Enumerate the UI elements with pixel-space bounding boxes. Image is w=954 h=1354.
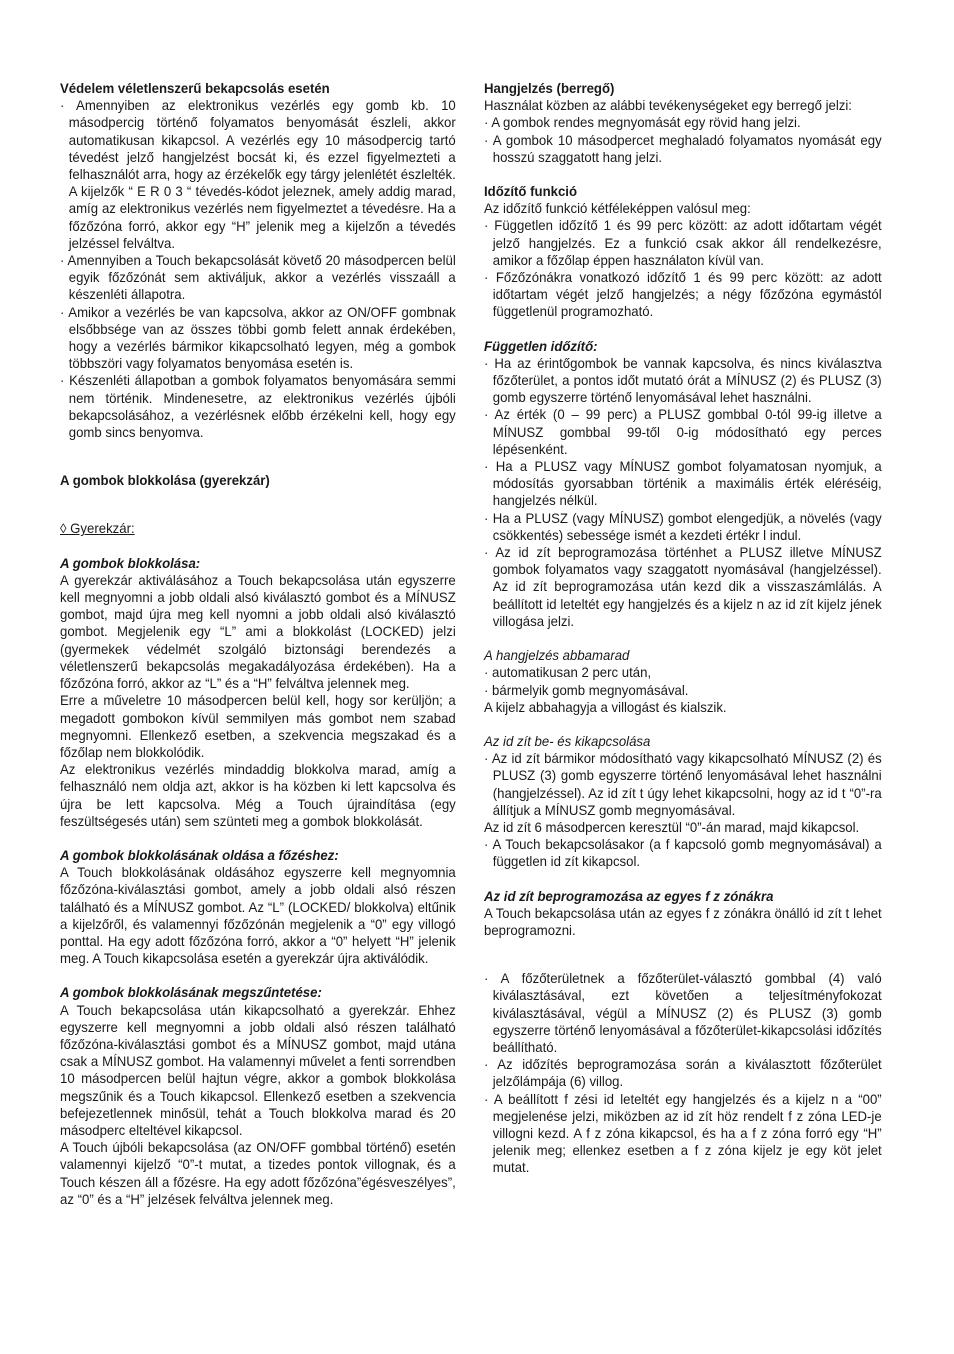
list-item: · Az érték (0 – 99 perc) a PLUSZ gombbal 0-tól 99-ig illetve a MÍNUSZ gombbal 99-től 0-ig módosítható egy perces lépésenként.: [484, 407, 882, 457]
list-item: · automatikusan 2 perc után,: [484, 665, 652, 681]
paragraph: Az időzítő funkció kétféleképpen valósul meg:: [484, 201, 751, 217]
list-item: · Az időzítés beprogramozása során a kiválasztott főzőterület jelzőlámpája (6) villog.: [484, 1057, 882, 1090]
list-item: · Az id zít beprogramozása történhet a PLUSZ illetve MÍNUSZ gombok folyamatos vagy szaggatott nyomásával (hangjelzéssel). Az id zít beprogramozása után kezd dik a visszaszámlálás. A beállított id leteltét egy hangjelzés és a kijelz n az id zít kijelz jének villogása jelzi.: [484, 545, 882, 629]
list-item: · A gombok 10 másodpercet meghaladó folyamatos nyomását egy hosszú szaggatott hang jelzi.: [484, 132, 882, 165]
list-item: · Ha az érintőgombok be vannak kapcsolva, és nincs kiválasztva főzőterület, a pontos időt mutató órát a MÍNUSZ (2) és PLUSZ (3) gomb egyszerre történő lenyomásával lehet használni.: [484, 355, 882, 406]
paragraph: Erre a műveletre 10 másodpercen belül kell, hogy sor kerüljön; a megadott gombokon kívül semmilyen más gombot nem szabad megnyomni. Ellenkező esetben, a szekvencia megszakad és a főzőlap nem blokkolódik.: [60, 693, 456, 760]
list-item: · Amennyiben a Touch bekapcsolását követő 20 másodpercen belül egyik főzőzónát sem aktiváljuk, akkor a vezérlés visszaáll a készenléti állapotra.: [60, 253, 456, 303]
paragraph: Használat közben az alábbi tevékenységeket egy berregő jelzi:: [484, 98, 852, 114]
list-item: · Amennyiben az elektronikus vezérlés egy gomb kb. 10 másodpercig történő folyamatos benyomását észleli, akkor automatikusan kikapcsol. A vezérlés egy 10 másodpercig tartó tévedést jelző hangjelzést bocsát ki, és ezzel figyelmezteti a felhasználót arra, hogy az érzékelők egy tárgy jelenlétét észlelték. A kijelzők “ E R 0 3 “ tévedés-kódot jeleznek, amely addig marad, amíg az elektronikus vezérlés nem figyelmeztet a tévedésre. Ha a főzőzóna forró, akkor egy “H” jelenik meg a kijelzőn a tévedés jelzéssel felváltva.: [60, 98, 456, 251]
section-title: Védelem véletlenszerű bekapcsolás esetén: [60, 81, 330, 96]
paragraph: A gyerekzár aktiválásához a Touch bekapcsolása után egyszerre kell megnyomni a jobb oldali alsó kiválasztó gombot és a MÍNUSZ gombot, majd újra meg kell nyomni a jobb oldali alsó kiválasztó gombot. Megjelenik egy “L” ami a blokkolást (LOCKED) jelzi (gyermekek védelmét szolgáló biztonsági berendezés a véletlenszerű bekapcsolás megakadályozása érdekében). Ha a főzőzóna forró, akkor az “L” és a “H” felváltva jelennek meg.: [60, 572, 456, 692]
paragraph: A Touch bekapcsolása után kikapcsolható a gyerekzár. Ehhez egyszerre kell megnyomni a jobb oldali alsó részen található főzőzóna-kiválasztási gombot és a MÍNUSZ gombot, majd utána csak a MÍNUSZ gombot. Ha valamennyi művelet a fenti sorrendben 10 másodpercen belül hajtun végre, akkor a gombok blokkolása megszűnik és a Touch kikapcsol. Ellenkező esetben a szekvencia befejezetlennek minősül, tehát a Touch blokkolva marad és 20 másodperc elteltével kikapcsol.: [60, 1002, 456, 1138]
list-item: · A főzőterületnek a főzőterület-választó gombbal (4) való kiválasztásával, ezt követően a teljesítményfokozat kiválasztásával, végül a MÍNUSZ (2) és PLUSZ (3) gomb egyszerre történő lenyomásával a főzőterület-kikapcsolási időzítés beállítható.: [484, 971, 882, 1055]
list-item: · Ha a PLUSZ vagy MÍNUSZ gombot folyamatosan nyomjuk, a módosítás gyorsabban történik a maximális érték eléréséig, hangjelzés nélkül.: [484, 459, 882, 509]
right-column: [484, 80, 882, 1208]
list-item: · A beállított f zési id leteltét egy hangjelzés és a kijelz n a “00” megjelenése jelzi, miközben az id zít höz rendelt f z zóna LED-je villogni kezd. A f z zóna kikapcsol, és ha a f z zóna forró egy “H” jelenik meg; ellenkez esetben a f z zóna kijelz je egy köt jelet mutat.: [484, 1091, 882, 1176]
left-column: [60, 80, 456, 1208]
section-title: Az id zít beprogramozása az egyes f z zónákra: [484, 888, 774, 904]
paragraph: A Touch blokkolásának oldásához egyszerre kell megnyomnia főzőzóna-kiválasztási gombot, amely a jobb oldali alsó részen található és a MÍNUSZ gombot. Az “L” (LOCKED/ blokkolva) eltűnik a kijelzőről, és valamennyi főzőzónán megjelenik a “0” egy villogó ponttal. Ha egy adott főzőzóna forró, akkor a “0” helyett “H” jelenik meg. A Touch kikapcsolása esetén a gyerekzár újra aktiválódik.: [60, 865, 456, 967]
subsection-label: ◊ Gyerekzár:: [60, 521, 135, 537]
list-item: · A Touch bekapcsolásakor (a f kapcsoló gomb megnyomásával) a független id zít kikapcsol.: [484, 837, 882, 870]
list-item: · A gombok rendes megnyomását egy rövid hang jelzi.: [484, 115, 801, 131]
section-title: Hangjelzés (berregő): [484, 81, 615, 96]
section-title: Az id zít be- és kikapcsolása: [484, 733, 651, 749]
paragraph: A kijelz abbahagyja a villogást és kialszik.: [484, 699, 727, 715]
list-item: · Ha a PLUSZ (vagy MÍNUSZ) gombot elengedjük, a növelés (vagy csökkentés) sebessége ismét a kezdeti értékr l indul.: [484, 510, 882, 543]
paragraph: Az id zít 6 másodpercen keresztül “0”-án marad, majd kikapcsol.: [484, 819, 860, 835]
section-title: Független időzítő:: [484, 338, 598, 354]
paragraph: A Touch újbóli bekapcsolása (az ON/OFF gombbal történő) esetén valamennyi kijelző “0”-t mutat, a tizedes pontok villognak, és a Touch készen áll a főzésre. Ha egy adott főzőzóna”égésveszélyes”, az “0” és a “H” jelzések felváltva jelennek meg.: [60, 1140, 456, 1207]
list-item: · bármelyik gomb megnyomásával.: [484, 682, 689, 698]
list-item: · Amikor a vezérlés be van kapcsolva, akkor az ON/OFF gombnak elsőbbsége van az összes többi gomb felett annak érdekében, hogy a vezérlés bármikor kikapcsolható legyen, még a gombok többszöri vagy folyamatos benyomása esetén is.: [60, 304, 456, 372]
manual-page: [60, 80, 894, 1208]
section-title: A hangjelzés abbamarad: [484, 648, 630, 664]
paragraph: A Touch bekapcsolása után az egyes f z zónákra önálló id zít t lehet beprogramozni.: [484, 905, 882, 938]
section-title: A gombok blokkolásának megszűntetése:: [60, 985, 322, 1001]
list-item: · Az id zít bármikor módosítható vagy kikapcsolható MÍNUSZ (2) és PLUSZ (3) gomb egyszerre történő lenyomásával lehet használni (hangjelzéssel). Az id zít t úgy lehet kikapcsolni, hogy az id t “0”-ra állítjuk a MÍNUSZ gomb megnyomásával.: [484, 751, 882, 818]
paragraph: Az elektronikus vezérlés mindaddig blokkolva marad, amíg a felhasználó nem oldja azt, akkor is ha közben ki lett kapcsolva és újra be lett kapcsolva. Még a Touch újraindítása (egy feszültségesés után) sem szünteti meg a gombok blokkolását.: [60, 762, 456, 829]
list-item: · Készenléti állapotban a gombok folyamatos benyomására semmi nem történik. Mindenesetre, az elektronikus vezérlés újbóli bekapcsolásához, a vezérlésnek előbb érzékelni kell, hogy egy gomb sincs benyomva.: [60, 373, 456, 441]
list-item: · Főzőzónákra vonatkozó időzítő 1 és 99 perc között: az adott időtartam végét jelző hangjelzés; a négy főzőzóna egymástól függetlenül programozható.: [484, 270, 882, 320]
section-title: A gombok blokkolása (gyerekzár): [60, 473, 270, 489]
section-title: A gombok blokkolásának oldása a főzéshez:: [60, 847, 339, 863]
list-item: · Független időzítő 1 és 99 perc között: az adott időtartam végét jelző hangjelzés. Ez a funkció csak akkor áll rendelkezésre, amikor a főzőlap éppen használaton kívül van.: [484, 218, 882, 268]
section-title: Időzítő funkció: [484, 184, 578, 200]
section-title: A gombok blokkolása:: [60, 555, 201, 571]
